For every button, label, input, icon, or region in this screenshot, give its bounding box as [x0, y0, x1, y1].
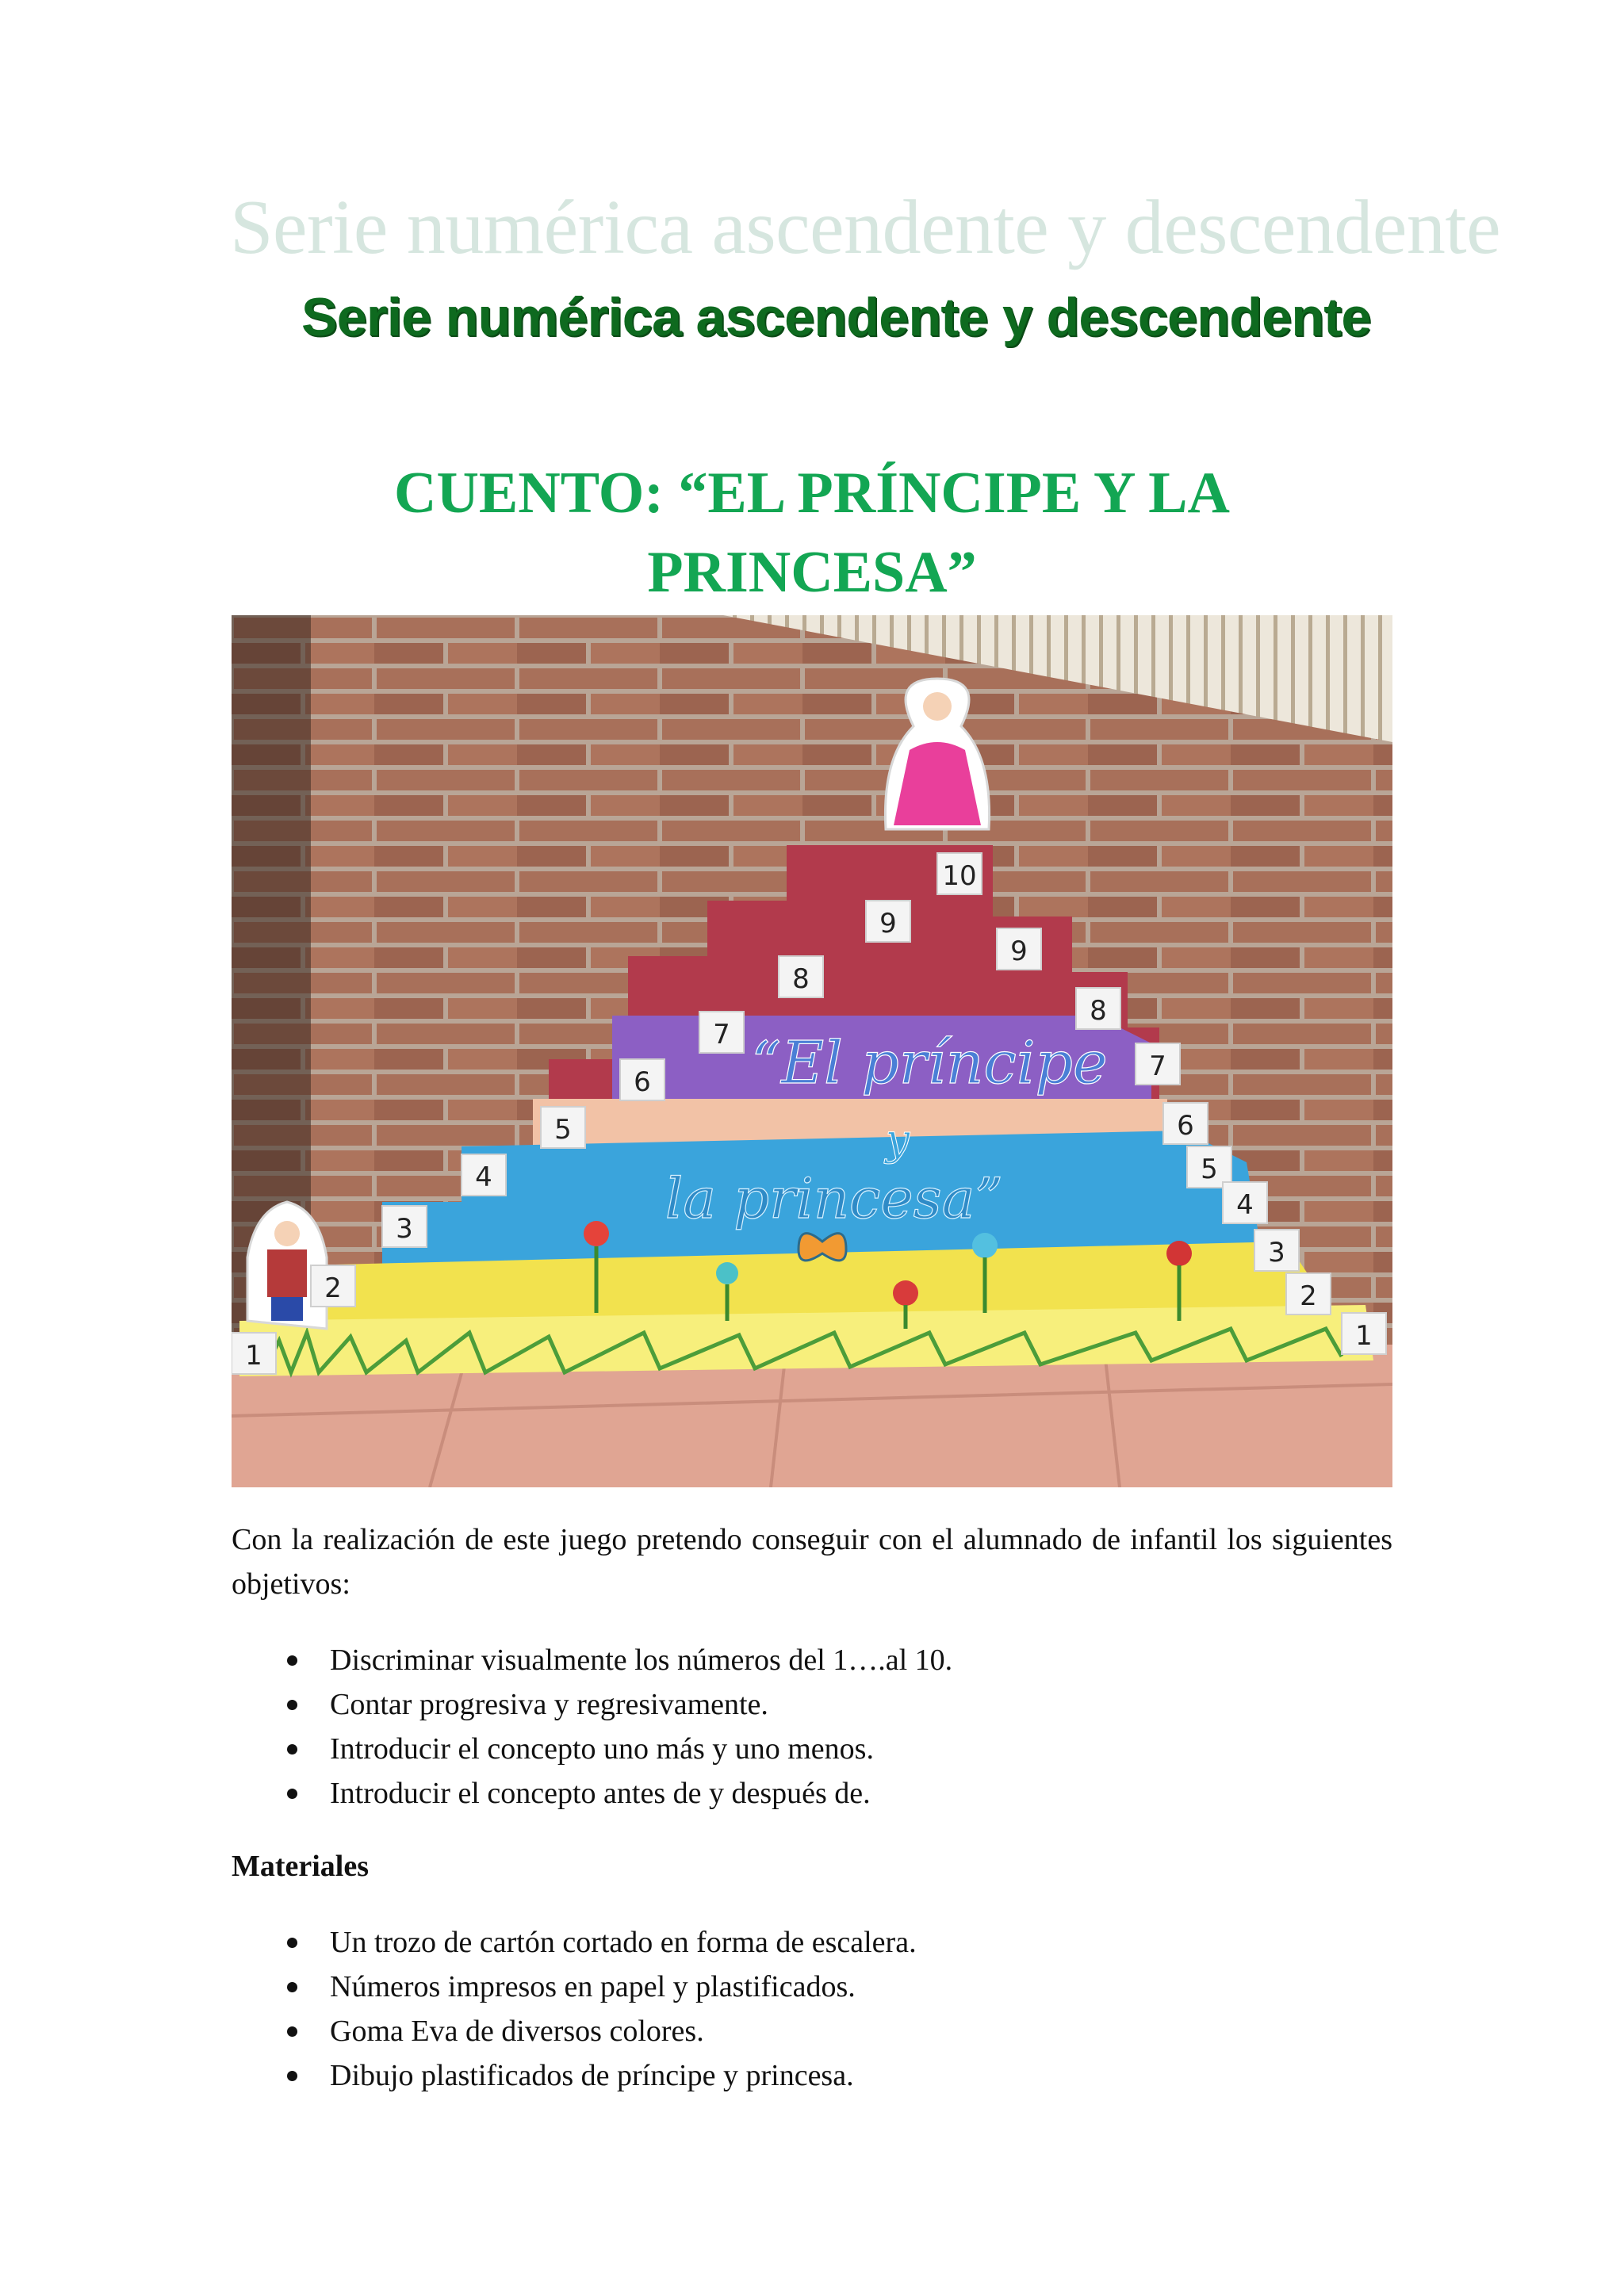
sign-line2: y: [885, 1115, 910, 1165]
right-number-card-label: 5: [1201, 1154, 1218, 1185]
list-item: [232, 1727, 1392, 1771]
right-number-card: [1076, 988, 1120, 1029]
bullet-icon: [287, 1938, 297, 1948]
left-number-card-label: 4: [475, 1161, 492, 1193]
bullet-icon: [287, 1744, 297, 1755]
list-item: [232, 1682, 1392, 1727]
staircase-photo-drawing: [232, 615, 1392, 1487]
right-number-card: [997, 928, 1041, 970]
bullet-icon: [287, 1700, 297, 1710]
right-number-card: [1286, 1273, 1331, 1314]
right-number-card-label: 8: [1090, 995, 1107, 1027]
materials-list: [232, 1920, 1392, 2098]
right-number-card: [1136, 1043, 1180, 1085]
list-item-text: Discriminar visualmente los números del 1….al 10.: [330, 1644, 953, 1677]
list-item: [232, 1965, 1392, 2009]
right-number-card: [1254, 1230, 1299, 1271]
bullet-icon: [287, 1982, 297, 1992]
header-title: Serie numérica ascendente y descendente: [301, 287, 1371, 347]
left-number-card: [462, 1154, 506, 1196]
right-number-card-label: 4: [1236, 1189, 1254, 1221]
left-number-card-label: 9: [879, 908, 897, 939]
right-number-card-label: 2: [1300, 1280, 1317, 1312]
sign-line1: “El príncipe: [751, 1029, 1108, 1097]
list-item: [232, 1771, 1392, 1816]
left-number-card: [866, 901, 910, 942]
objectives-list: [232, 1638, 1392, 1816]
left-number-card: [311, 1265, 355, 1307]
intro-paragraph: Con la realización de este juego pretendo conseguir con el alumnado de infantil los siguientes objetivos:: [232, 1523, 1392, 1601]
story-title-line1: CUENTO: “EL PRÍNCIPE Y LA: [394, 461, 1230, 526]
right-number-card-label: 6: [1177, 1110, 1194, 1142]
left-number-card-label: 3: [396, 1213, 413, 1245]
right-number-card-label: 7: [1149, 1050, 1166, 1082]
list-item: [232, 2009, 1392, 2053]
left-number-card: [699, 1012, 744, 1053]
left-number-card-label: 7: [713, 1019, 730, 1050]
left-number-card-label: 1: [245, 1340, 262, 1372]
story-title-line2: PRINCESA”: [647, 540, 977, 605]
left-number-card: [541, 1107, 585, 1148]
list-item: [232, 1638, 1392, 1682]
list-item-text: Dibujo plastificados de príncipe y princesa.: [330, 2059, 854, 2092]
list-item-text: Contar progresiva y regresivamente.: [330, 1688, 768, 1721]
left-number-card-label: 5: [554, 1114, 572, 1146]
right-number-card-label: 1: [1355, 1320, 1373, 1352]
left-number-card: [620, 1059, 665, 1100]
list-item-text: Introducir el concepto antes de y después de.: [330, 1777, 871, 1810]
bullet-icon: [287, 1655, 297, 1666]
staircase-photo: [232, 615, 1392, 1487]
left-number-card-label: 8: [792, 963, 810, 995]
header-ghost-title: Serie numérica ascendente y descendente: [230, 185, 1501, 270]
bullet-icon: [287, 1789, 297, 1799]
story-title: [232, 453, 1392, 612]
left-number-card-label: 10: [942, 860, 977, 892]
left-number-card: [382, 1206, 427, 1247]
right-number-card: [1342, 1313, 1386, 1354]
list-item-text: Un trozo de cartón cortado en forma de escalera.: [330, 1926, 917, 1959]
left-number-card: [779, 956, 823, 997]
left-number-card-label: 2: [324, 1272, 342, 1304]
right-number-card-label: 3: [1268, 1237, 1285, 1269]
list-item-text: Goma Eva de diversos colores.: [330, 2015, 704, 2048]
sign-line3: la princesa”: [665, 1166, 1004, 1231]
right-number-card-label: 9: [1010, 936, 1028, 967]
list-item-text: Números impresos en papel y plastificados.: [330, 1970, 856, 2003]
list-item-text: Introducir el concepto uno más y uno menos.: [330, 1732, 874, 1766]
right-number-card: [1163, 1103, 1208, 1144]
right-number-card: [1223, 1182, 1267, 1223]
left-number-card-label: 6: [634, 1066, 651, 1098]
list-item: [232, 2053, 1392, 2098]
left-number-card: [937, 853, 982, 894]
bullet-icon: [287, 2071, 297, 2081]
list-item: [232, 1920, 1392, 1965]
materials-heading: Materiales: [232, 1850, 370, 1883]
left-number-card: [232, 1333, 276, 1374]
bullet-icon: [287, 2026, 297, 2037]
